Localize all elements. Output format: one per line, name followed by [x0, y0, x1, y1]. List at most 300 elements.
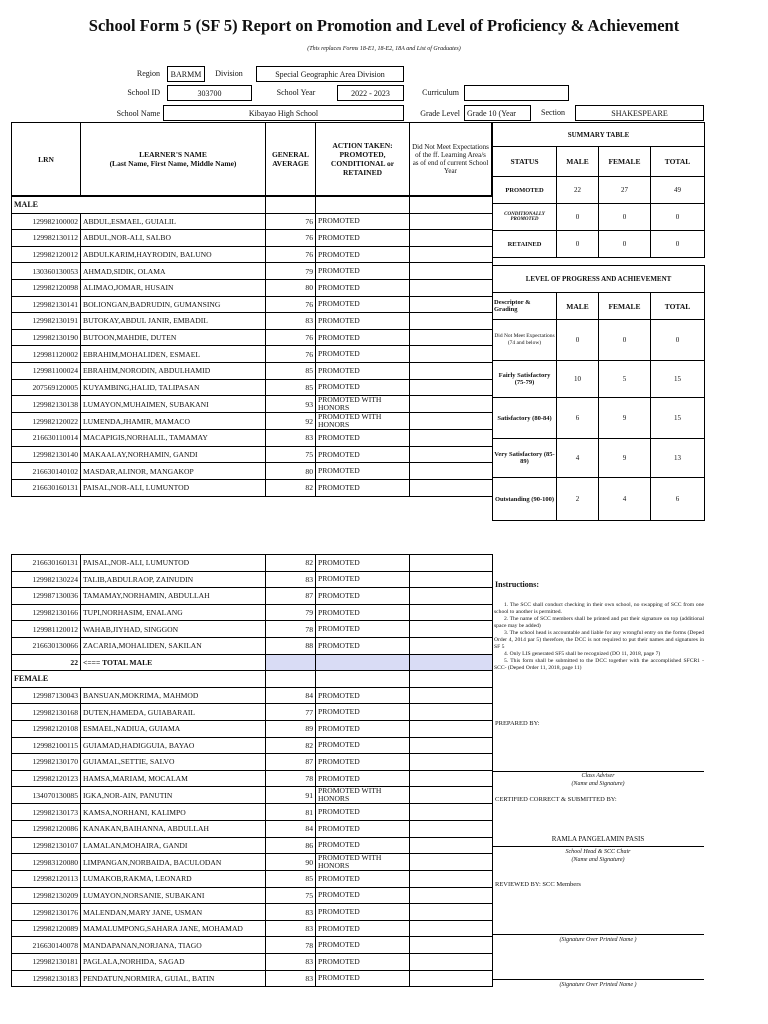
section-field[interactable]: SHAKESPEARE — [575, 105, 704, 121]
action-taken-cell: PROMOTED WITH HONORS — [316, 396, 410, 413]
action-taken-cell: PROMOTED — [316, 804, 410, 821]
lrn-cell: 129982130168 — [12, 704, 81, 721]
general-average-cell: 77 — [266, 704, 316, 721]
head-signature-line[interactable] — [492, 846, 704, 847]
empty-cell — [266, 197, 316, 214]
not-met-cell — [410, 920, 493, 937]
table-row — [12, 820, 493, 837]
summary-male-cell: 22 — [557, 177, 599, 204]
summary-female-cell: 0 — [599, 231, 651, 258]
general-average-cell: 89 — [266, 720, 316, 737]
action-taken-cell: PROMOTED — [316, 754, 410, 771]
table-row — [12, 413, 493, 430]
school-head-name: RAMLA PANGELAMIN PASIS — [551, 835, 645, 843]
lrn-cell: 129982120098 — [12, 279, 81, 296]
table-row — [12, 479, 493, 496]
summary-male-cell: 0 — [557, 204, 599, 231]
table-row — [12, 887, 493, 904]
progress-male-cell: 2 — [557, 478, 599, 521]
not-met-cell — [410, 704, 493, 721]
page-break — [0, 527, 768, 554]
table-row — [12, 446, 493, 463]
division-field[interactable]: Special Geographic Area Division — [256, 66, 404, 82]
lrn-cell: 129982120113 — [12, 871, 81, 888]
table-row — [12, 937, 493, 954]
lrn-cell: 216630130066 — [12, 637, 81, 654]
learner-name-cell: PENDATUN,NORMIRA, GUIAL, BATIN — [81, 970, 266, 987]
curriculum-field[interactable] — [464, 85, 569, 101]
action-taken-cell: PROMOTED — [316, 213, 410, 230]
progress-male-cell: 10 — [557, 361, 599, 398]
learner-name-cell: IGKA,NOR-AIN, PANUTIN — [81, 787, 266, 804]
progress-descriptor-cell: Satisfactory (80-84) — [493, 398, 557, 439]
not-met-cell — [410, 887, 493, 904]
school-name-field[interactable]: Kibayao High School — [163, 105, 404, 121]
lrn-cell: 129981100024 — [12, 362, 81, 379]
summary-caption: SUMMARY TABLE — [493, 123, 705, 147]
total-male-count: 22 — [12, 654, 81, 671]
general-average-cell: 91 — [266, 787, 316, 804]
general-average-cell: 84 — [266, 687, 316, 704]
action-taken-cell: PROMOTED — [316, 637, 410, 654]
summary-total-cell: 0 — [651, 204, 705, 231]
progress-descriptor-cell: Fairly Satisfactory (75-79) — [493, 361, 557, 398]
summary-female-header: FEMALE — [599, 147, 651, 177]
grade-level-field[interactable]: Grade 10 (Year — [464, 105, 531, 121]
not-met-cell — [410, 720, 493, 737]
learner-name-cell: ABDULKARIM,HAYRODIN, BALUNO — [81, 246, 266, 263]
empty-cell — [316, 197, 410, 214]
female-section-label: FEMALE — [12, 671, 266, 688]
not-met-cell — [410, 754, 493, 771]
table-row — [12, 970, 493, 987]
signature-printed-name-caption: (Signature Over Printed Name ) — [559, 937, 637, 943]
action-taken-cell: PROMOTED — [316, 571, 410, 588]
school-year-field[interactable]: 2022 - 2023 — [337, 85, 404, 101]
lrn-cell: 129982130181 — [12, 954, 81, 971]
table-row — [12, 637, 493, 654]
action-taken-cell: PROMOTED — [316, 463, 410, 480]
summary-status-cell: RETAINED — [493, 231, 557, 258]
general-average-cell: 82 — [266, 737, 316, 754]
learner-name-cell: TALIB,ABDULRAOP, ZAINUDIN — [81, 571, 266, 588]
action-taken-cell: PROMOTED — [316, 296, 410, 313]
table-row — [12, 379, 493, 396]
division-label: Division — [215, 69, 243, 78]
general-average-cell: 84 — [266, 820, 316, 837]
learner-name-cell: ABDUL,ESMAEL, GUIALIL — [81, 213, 266, 230]
table-row — [12, 362, 493, 379]
not-met-cell — [410, 904, 493, 921]
page-title: School Form 5 (SF 5) Report on Promotion and Level of Proficiency & Achievement — [88, 16, 680, 35]
learner-name-cell: EBRAHIM,MOHALIDEN, ESMAEL — [81, 346, 266, 363]
not-met-cell — [410, 770, 493, 787]
general-average-cell: 87 — [266, 588, 316, 605]
learner-name-cell: AHMAD,SIDIK, OLAMA — [81, 263, 266, 280]
general-average-cell: 83 — [266, 920, 316, 937]
curriculum-label: Curriculum — [422, 88, 459, 97]
learner-name-cell: HAMSA,MARIAM, MOCALAM — [81, 770, 266, 787]
lrn-cell: 216630160131 — [12, 479, 81, 496]
table-row — [12, 920, 493, 937]
not-met-cell — [410, 970, 493, 987]
lrn-cell: 129982120108 — [12, 720, 81, 737]
progress-descriptor-header: Descriptor & Grading — [493, 293, 557, 320]
not-met-cell — [410, 463, 493, 480]
action-taken-cell: PROMOTED — [316, 230, 410, 247]
table-row — [12, 246, 493, 263]
table-row — [12, 904, 493, 921]
total-male-row — [12, 654, 493, 671]
lrn-cell: 129982130140 — [12, 446, 81, 463]
learner-name-cell: EBRAHIM,NORODIN, ABDULHAMID — [81, 362, 266, 379]
empty-cell — [316, 671, 410, 688]
learner-name-cell: ALIMAO,JOMAR, HUSAIN — [81, 279, 266, 296]
general-average-cell: 83 — [266, 904, 316, 921]
lrn-cell: 129982130170 — [12, 754, 81, 771]
table-row — [12, 313, 493, 330]
learner-name-cell: TUPI,NORHASIM, ENALANG — [81, 604, 266, 621]
general-average-cell: 90 — [266, 854, 316, 871]
table-row — [12, 687, 493, 704]
action-taken-cell: PROMOTED — [316, 937, 410, 954]
learner-name-cell: ESMAEL,NADIUA, GUIAMA — [81, 720, 266, 737]
general-average-cell: 76 — [266, 213, 316, 230]
not-met-cell — [410, 871, 493, 888]
learner-name-cell: LIMPANGAN,NORBAIDA, BACULODAN — [81, 854, 266, 871]
general-average-cell: 83 — [266, 954, 316, 971]
learner-name-cell: BOLIONGAN,BADRUDIN, GUMANSING — [81, 296, 266, 313]
not-met-cell — [410, 854, 493, 871]
school-id-field[interactable]: 303700 — [167, 85, 252, 101]
action-taken-cell: PROMOTED — [316, 430, 410, 447]
table-row — [12, 804, 493, 821]
not-met-cell — [410, 263, 493, 280]
summary-status-cell: CONDITIONALLY PROMOTED — [493, 204, 557, 231]
general-average-cell: 76 — [266, 296, 316, 313]
lrn-cell: 129982130224 — [12, 571, 81, 588]
learner-name-cell: KAMSA,NORHANI, KALIMPO — [81, 804, 266, 821]
lrn-cell: 129982130166 — [12, 604, 81, 621]
not-met-cell — [410, 296, 493, 313]
progress-female-cell: 9 — [599, 439, 651, 478]
action-taken-cell: PROMOTED — [316, 379, 410, 396]
table-row — [12, 555, 493, 572]
signature-printed-name-caption: (Signature Over Printed Name ) — [559, 982, 637, 988]
progress-total-cell: 13 — [651, 439, 705, 478]
progress-caption: LEVEL OF PROGRESS AND ACHIEVEMENT — [493, 266, 705, 293]
class-adviser-caption: Class Adviser — [581, 773, 615, 779]
adviser-signature-line[interactable] — [492, 771, 704, 772]
action-taken-cell: PROMOTED — [316, 621, 410, 638]
not-met-cell — [410, 396, 493, 413]
action-taken-cell: PROMOTED WITH HONORS — [316, 787, 410, 804]
general-average-cell: 78 — [266, 770, 316, 787]
lrn-cell: 216630140078 — [12, 937, 81, 954]
progress-female-cell: 5 — [599, 361, 651, 398]
not-met-cell — [410, 787, 493, 804]
learner-name-cell: KUYAMBING,HALID, TALIPASAN — [81, 379, 266, 396]
lrn-cell: 129982130209 — [12, 887, 81, 904]
lrn-cell: 129981120012 — [12, 621, 81, 638]
summary-total-cell: 49 — [651, 177, 705, 204]
learner-name-cell: MAKAALAY,NORHAMIN, GANDI — [81, 446, 266, 463]
not-met-cell — [410, 954, 493, 971]
learner-name-cell: BANSUAN,MOKRIMA, MAHMOD — [81, 687, 266, 704]
action-taken-cell: PROMOTED — [316, 362, 410, 379]
region-field[interactable]: BARMM — [167, 66, 205, 82]
general-average-cell: 80 — [266, 279, 316, 296]
instruction-item: 3. The school head is accountable and liable for any wrongful entry on the forms (Deped Order 4, 2014 par 5) therefore, the DCC is not required to put their names and signatures in SF 5 — [494, 630, 704, 650]
lrn-cell: 129982120089 — [12, 920, 81, 937]
lrn-cell: 129982120012 — [12, 246, 81, 263]
learner-table-header — [11, 122, 492, 196]
not-met-cell — [410, 687, 493, 704]
total-cell — [266, 654, 316, 671]
table-row — [12, 621, 493, 638]
learner-name-cell: KANAKAN,BAIHANNA, ABDULLAH — [81, 820, 266, 837]
lrn-cell: 129982120123 — [12, 770, 81, 787]
general-average-cell: 78 — [266, 937, 316, 954]
action-taken-cell: PROMOTED — [316, 887, 410, 904]
school-name-label: School Name — [116, 109, 160, 118]
progress-descriptor-cell: Very Satisfactory (85-89) — [493, 439, 557, 478]
not-met-cell — [410, 837, 493, 854]
empty-cell — [410, 671, 493, 688]
table-row — [12, 704, 493, 721]
general-average-cell: 85 — [266, 362, 316, 379]
table-row — [12, 588, 493, 605]
progress-table — [492, 265, 705, 521]
table-row — [12, 329, 493, 346]
table-row — [12, 430, 493, 447]
action-taken-cell: PROMOTED WITH HONORS — [316, 854, 410, 871]
table-row — [12, 737, 493, 754]
action-taken-cell: PROMOTED — [316, 820, 410, 837]
general-average-cell: 86 — [266, 837, 316, 854]
learner-name-cell: MACAPIGIS,NORHALIL, TAMAMAY — [81, 430, 266, 447]
learner-name-cell: DUTEN,HAMEDA, GUIABARAIL — [81, 704, 266, 721]
table-row — [12, 787, 493, 804]
general-average-cell: 79 — [266, 263, 316, 280]
lrn-cell: 216630160131 — [12, 555, 81, 572]
lrn-cell: 129982130138 — [12, 396, 81, 413]
member-signature-line[interactable] — [492, 934, 704, 935]
action-taken-cell: PROMOTED — [316, 479, 410, 496]
progress-descriptor-cell: Outstanding (90-100) — [493, 478, 557, 521]
lrn-cell: 207569120005 — [12, 379, 81, 396]
action-taken-cell: PROMOTED — [316, 687, 410, 704]
progress-female-header: FEMALE — [599, 293, 651, 320]
lrn-cell: 216630110014 — [12, 430, 81, 447]
general-average-cell: 79 — [266, 604, 316, 621]
female-section-label-row — [12, 671, 493, 688]
school-year-label: School Year — [276, 88, 316, 97]
lrn-cell: 216630140102 — [12, 463, 81, 480]
table-row — [12, 604, 493, 621]
not-met-cell — [410, 413, 493, 430]
empty-cell — [410, 197, 493, 214]
action-taken-cell: PROMOTED — [316, 737, 410, 754]
progress-male-header: MALE — [557, 293, 599, 320]
action-taken-cell: PROMOTED — [316, 604, 410, 621]
prepared-by-label: PREPARED BY: — [495, 720, 540, 727]
table-row — [12, 720, 493, 737]
action-taken-cell: PROMOTED — [316, 920, 410, 937]
action-taken-cell: PROMOTED — [316, 720, 410, 737]
not-met-cell — [410, 637, 493, 654]
action-taken-cell: PROMOTED — [316, 313, 410, 330]
learner-name-cell: ZACARIA,MOHALIDEN, SAKILAN — [81, 637, 266, 654]
general-average-cell: 75 — [266, 887, 316, 904]
not-met-cell — [410, 571, 493, 588]
not-met-cell — [410, 379, 493, 396]
table-row — [12, 463, 493, 480]
learner-name-cell: PAGLALA,NORHIDA, SAGAD — [81, 954, 266, 971]
male-section-label: MALE — [12, 197, 266, 214]
learner-name-cell: GUIAMAD,HADIGGUIA, BAYAO — [81, 737, 266, 754]
general-average-cell: 80 — [266, 463, 316, 480]
lrn-cell: 129987130043 — [12, 687, 81, 704]
lrn-cell: 129982130173 — [12, 804, 81, 821]
table-row — [12, 296, 493, 313]
lrn-cell: 129982100115 — [12, 737, 81, 754]
table-row — [12, 754, 493, 771]
progress-total-header: TOTAL — [651, 293, 705, 320]
general-average-cell: 87 — [266, 754, 316, 771]
progress-male-cell: 0 — [557, 320, 599, 361]
table-row — [12, 571, 493, 588]
male-section-label-row — [12, 197, 493, 214]
grade-level-label: Grade Level — [420, 109, 460, 118]
learner-name-cell: TAMAMAY,NORHAMIN, ABDULLAH — [81, 588, 266, 605]
school-head-caption: School Head & SCC Chair — [565, 849, 631, 855]
table-row — [12, 263, 493, 280]
progress-total-cell: 15 — [651, 361, 705, 398]
progress-total-cell: 6 — [651, 478, 705, 521]
general-average-cell: 92 — [266, 413, 316, 430]
table-row — [12, 230, 493, 247]
general-average-cell: 83 — [266, 970, 316, 987]
not-met-cell — [410, 362, 493, 379]
certified-label: CERTIFIED CORRECT & SUBMITTED BY: — [495, 796, 617, 803]
not-met-cell — [410, 479, 493, 496]
general-average-cell: 78 — [266, 621, 316, 638]
total-cell — [316, 654, 410, 671]
not-met-cell — [410, 820, 493, 837]
not-met-cell — [410, 230, 493, 247]
not-met-cell — [410, 213, 493, 230]
not-met-column-header: Did Not Meet Expectations of the ff. Learning Area/s as of end of current School Year — [409, 122, 492, 196]
learner-table-bottom — [11, 554, 493, 987]
instruction-item: 1. The SCC shall conduct checking in their own school, no swapping of SCC from one school to another is permitted. — [494, 602, 704, 615]
reviewed-by-label: REVIEWED BY: SCC Members — [495, 881, 581, 888]
learner-table-top — [11, 196, 493, 497]
general-average-cell: 82 — [266, 555, 316, 572]
general-average-cell: 76 — [266, 329, 316, 346]
general-average-cell: 83 — [266, 430, 316, 447]
learner-name-cell: LUMAYON,NORSANIE, SUBAKANI — [81, 887, 266, 904]
not-met-cell — [410, 246, 493, 263]
not-met-cell — [410, 937, 493, 954]
instruction-item: 2. The name of SCC members shall be printed and put their signature on top (additional space may be added) — [494, 616, 704, 629]
general-average-cell: 93 — [266, 396, 316, 413]
not-met-cell — [410, 804, 493, 821]
lrn-cell: 129982120086 — [12, 820, 81, 837]
not-met-cell — [410, 430, 493, 447]
action-taken-cell: PROMOTED — [316, 954, 410, 971]
total-cell — [410, 654, 493, 671]
progress-male-cell: 4 — [557, 439, 599, 478]
summary-total-cell: 0 — [651, 231, 705, 258]
not-met-cell — [410, 737, 493, 754]
table-row — [12, 346, 493, 363]
action-taken-cell: PROMOTED — [316, 871, 410, 888]
average-column-header: GENERAL AVERAGE — [265, 122, 316, 196]
lrn-column-header: LRN — [11, 122, 81, 196]
lrn-cell: 129982100002 — [12, 213, 81, 230]
lrn-cell: 129982130112 — [12, 230, 81, 247]
learner-name-cell: MASDAR,ALINOR, MANGAKOP — [81, 463, 266, 480]
learner-name-cell: GUIAMAL,SETTIE, SALVO — [81, 754, 266, 771]
not-met-cell — [410, 329, 493, 346]
lrn-cell: 129982130176 — [12, 904, 81, 921]
action-taken-cell: PROMOTED — [316, 263, 410, 280]
learner-name-cell: BUTOKAY,ABDUL JANIR, EMBADIL — [81, 313, 266, 330]
learner-name-cell: LUMENDA,JHAMIR, MAMACO — [81, 413, 266, 430]
action-taken-cell: PROMOTED — [316, 770, 410, 787]
action-taken-cell: PROMOTED — [316, 704, 410, 721]
not-met-cell — [410, 313, 493, 330]
action-taken-cell: PROMOTED — [316, 904, 410, 921]
progress-female-cell: 4 — [599, 478, 651, 521]
learner-name-cell: LUMAKOB,RAKMA, LEONARD — [81, 871, 266, 888]
summary-female-cell: 0 — [599, 204, 651, 231]
action-taken-cell: PROMOTED — [316, 346, 410, 363]
lrn-cell: 129983120080 — [12, 854, 81, 871]
learner-name-cell: MAMALUMPONG,SAHARA JANE, MOHAMAD — [81, 920, 266, 937]
general-average-cell: 85 — [266, 871, 316, 888]
lrn-cell: 129982130191 — [12, 313, 81, 330]
lrn-cell: 134070130085 — [12, 787, 81, 804]
member-signature-line[interactable] — [492, 979, 704, 980]
progress-total-cell: 0 — [651, 320, 705, 361]
lrn-cell: 129982130141 — [12, 296, 81, 313]
action-taken-cell: PROMOTED WITH HONORS — [316, 413, 410, 430]
lrn-cell: 129982120022 — [12, 413, 81, 430]
not-met-cell — [410, 279, 493, 296]
table-row — [12, 871, 493, 888]
instructions-title: Instructions: — [495, 580, 540, 589]
learner-name-cell: ABDUL,NOR-ALI, SALBO — [81, 230, 266, 247]
learner-name-cell: BUTOON,MAHDIE, DUTEN — [81, 329, 266, 346]
table-row — [12, 213, 493, 230]
action-taken-cell: PROMOTED — [316, 446, 410, 463]
general-average-cell: 82 — [266, 479, 316, 496]
progress-total-cell: 15 — [651, 398, 705, 439]
learner-name-cell: WAHAB,JIYHAD, SINGGON — [81, 621, 266, 638]
not-met-cell — [410, 621, 493, 638]
progress-descriptor-cell: Did Not Meet Expectations (74 and below) — [493, 320, 557, 361]
general-average-cell: 83 — [266, 571, 316, 588]
table-row — [12, 837, 493, 854]
region-label: Region — [136, 69, 160, 78]
general-average-cell: 88 — [266, 637, 316, 654]
action-taken-cell: PROMOTED — [316, 279, 410, 296]
summary-female-cell: 27 — [599, 177, 651, 204]
general-average-cell: 81 — [266, 804, 316, 821]
not-met-cell — [410, 346, 493, 363]
